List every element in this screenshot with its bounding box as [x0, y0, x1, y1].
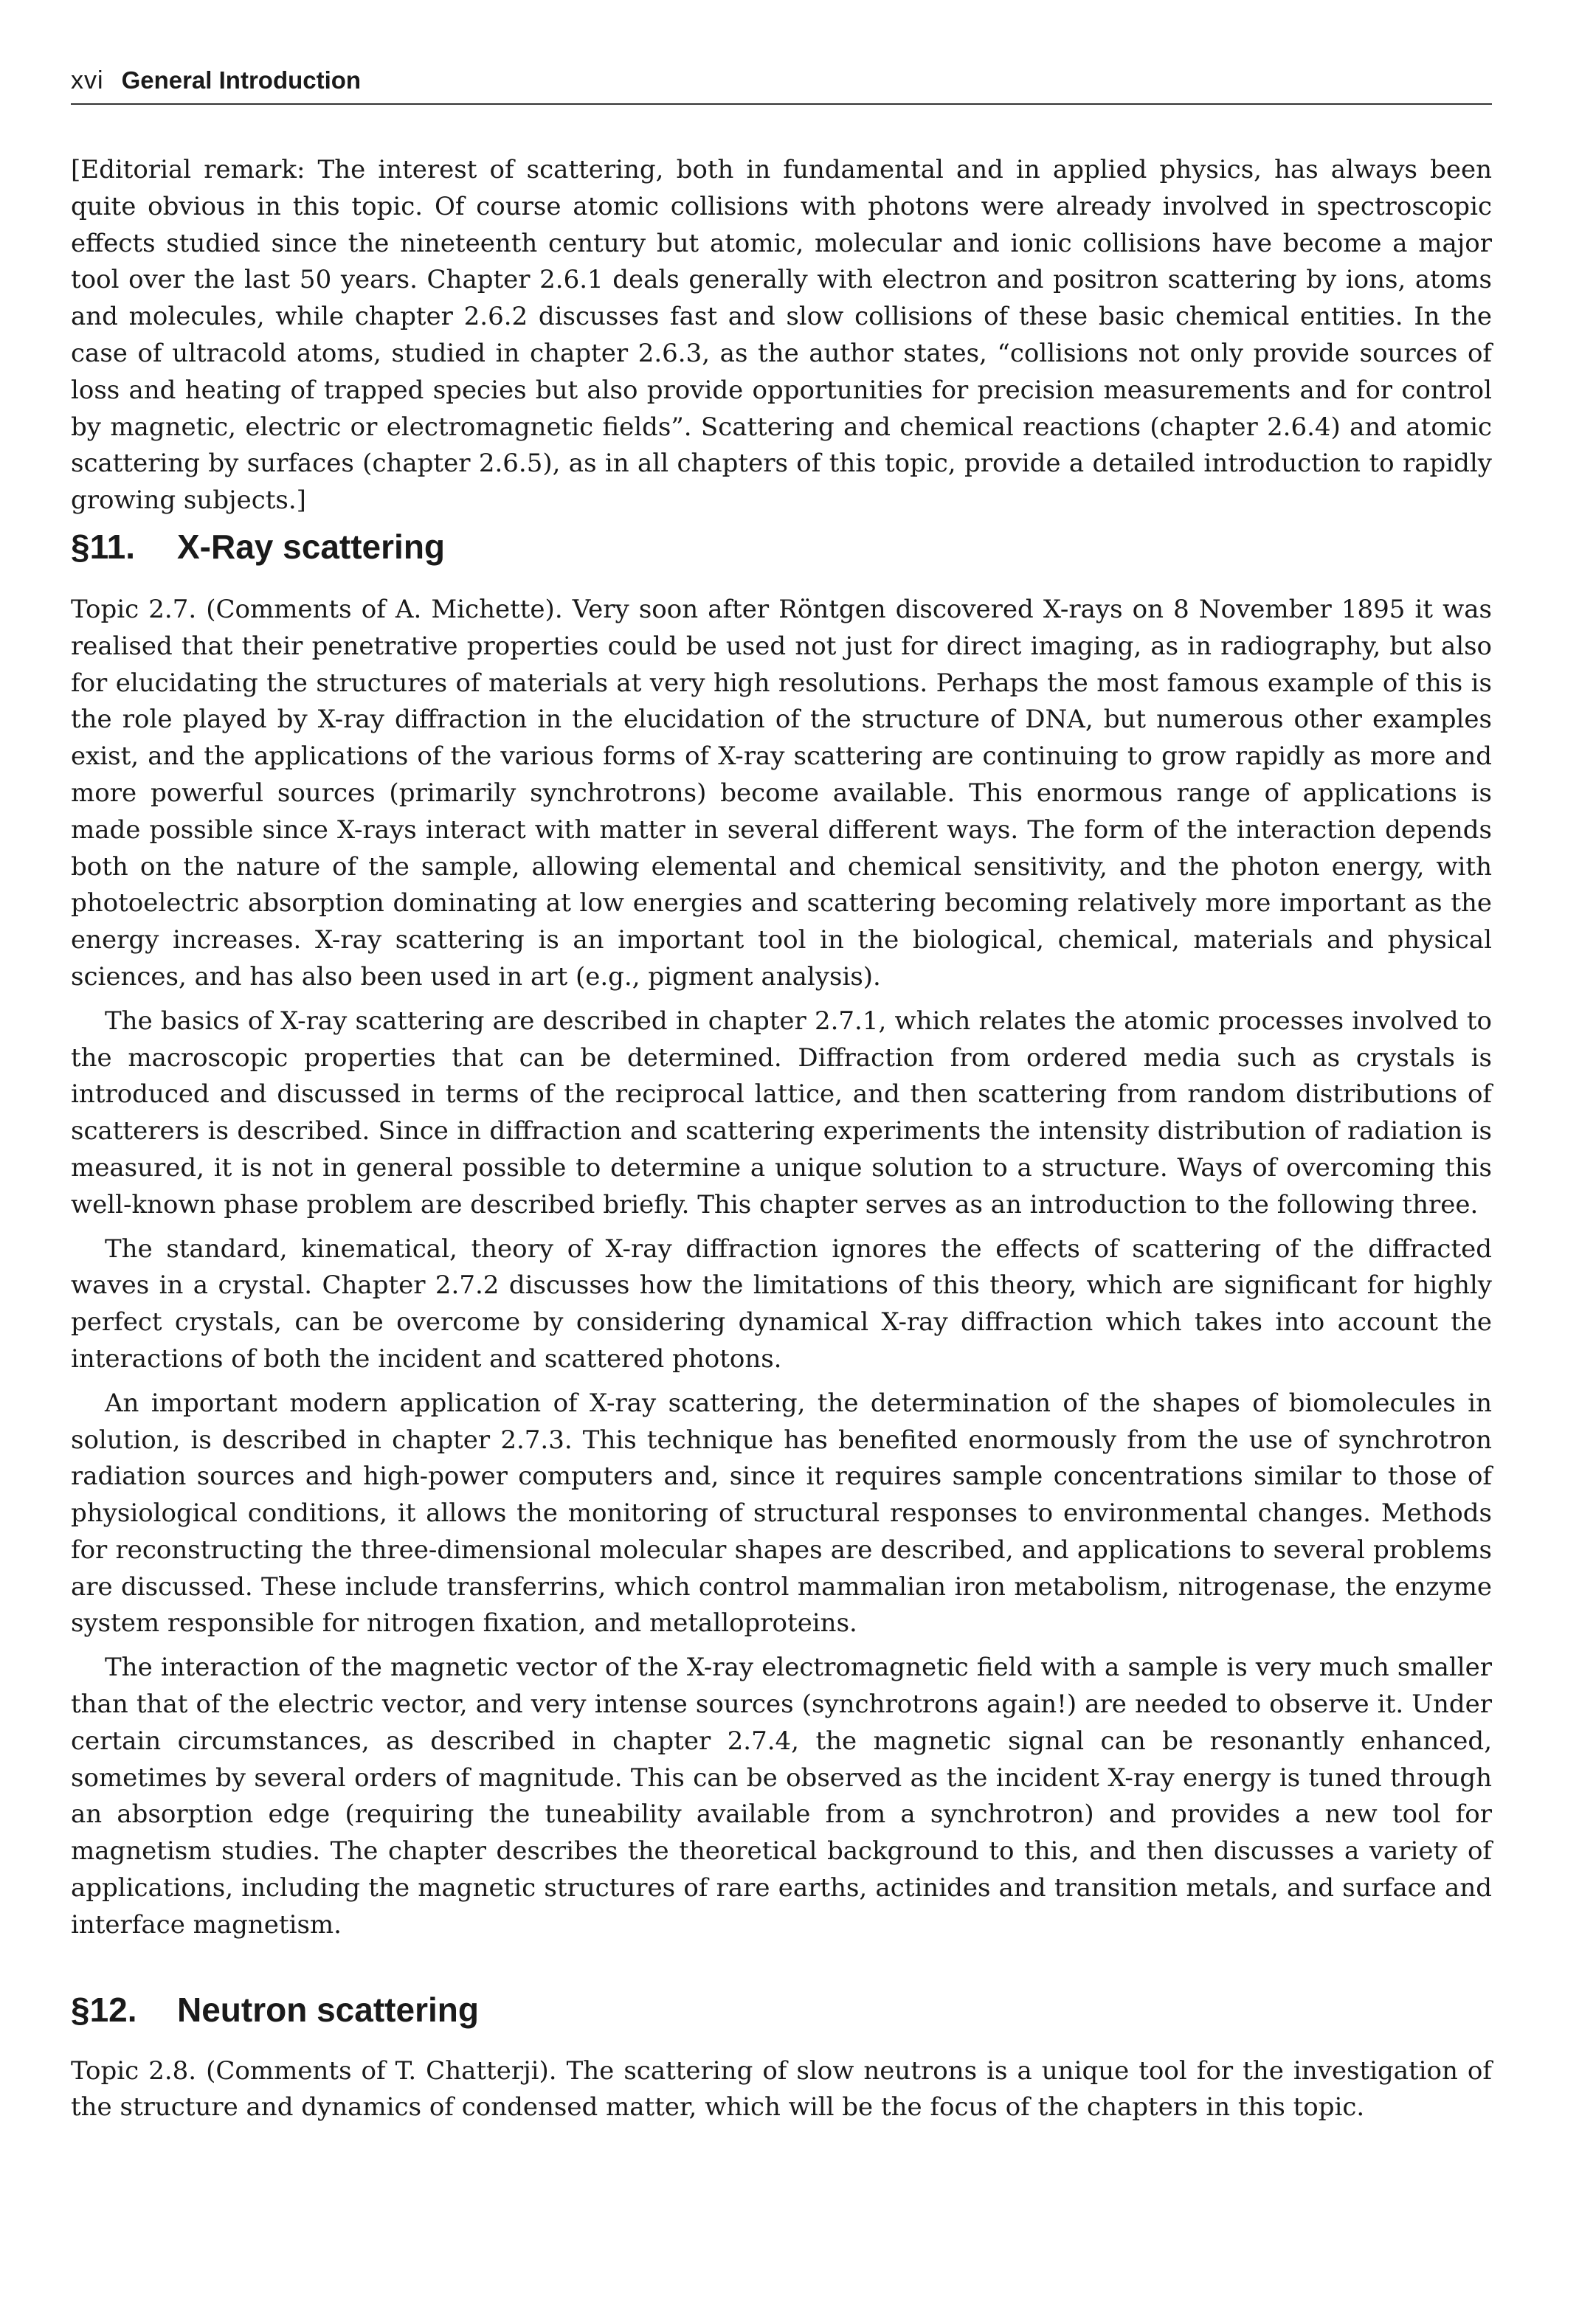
section-12-number: §12.: [71, 1990, 137, 2029]
x-ray-paragraph-4: An important modern application of X-ray scattering, the determination of the shapes of biomolecules in solution, is described in chapter 2.7.3. This technique has benefited enormously from the use of synchrotron radiation sources and high-power computers and, since it requires sample concentrations similar to those of physiological conditions, it allows the monitoring of structural responses to environmental changes. Methods for reconstructing the three-dimensional molecular shapes are described, and applications to several problems are discussed. These include transferrins, which control mammalian iron metabolism, nitrogenase, the enzyme system responsible for nitrogen fixation, and metalloproteins.: [71, 1388, 1492, 1639]
x-ray-paragraph-2: The basics of X-ray scattering are described in chapter 2.7.1, which relates the atomic processes involved to the macroscopic properties that can be determined. Diffraction from ordered media such as crystals is introduced and discussed in terms of the reciprocal lattice, and then scattering from random distributions of scatterers is described. Since in diffraction and scattering experiments the intensity distribution of radiation is measured, it is not in general possible to determine a unique solution to a structure. Ways of overcoming this well-known phase problem are described briefly. This chapter serves as an introduction to the following three.: [71, 1006, 1492, 1220]
section-11-title: X-Ray scattering: [177, 527, 446, 566]
section-12-heading: [71, 1990, 1492, 2030]
editorial-remark: [Editorial remark: The interest of scattering, both in fundamental and in applied physics, has always been quite obvious in this topic. Of course atomic collisions with photons were already involved in spectroscopic effects studied since the nineteenth century but atomic, molecular and ionic collisions have become a major tool over the last 50 years. Chapter 2.6.1 deals generally with electron and positron scattering by ions, atoms and molecules, while chapter 2.6.2 discusses fast and slow collisions of these basic chemical entities. In the case of ultracold atoms, studied in chapter 2.6.3, as the author states, “collisions not only provide sources of loss and heating of trapped species but also provide opportunities for precision measurements and for control by magnetic, electric or electromagnetic fields”. Scattering and chemical reactions (chapter 2.6.4) and atomic scattering by surfaces (chapter 2.6.5), as in all chapters of this topic, provide a detailed introduction to rapidly growing subjects.]: [71, 155, 1492, 516]
neutron-paragraph-1: Topic 2.8. (Comments of T. Chatterji). The scattering of slow neutrons is a unique tool for the investigation of the structure and dynamics of condensed matter, which will be the focus of the chapters in this topic.: [71, 2055, 1492, 2123]
document-page: [71, 66, 1492, 2126]
x-ray-paragraph-3: The standard, kinematical, theory of X-ray diffraction ignores the effects of scattering of the diffracted waves in a crystal. Chapter 2.7.2 discusses how the limitations of this theory, which are significant for highly perfect crystals, can be overcome by considering dynamical X-ray diffraction which takes into account the interactions of both the incident and scattered photons.: [71, 1234, 1492, 1374]
header-rule: [71, 103, 1492, 105]
running-header: [71, 66, 1492, 100]
x-ray-paragraph-1: Topic 2.7. (Comments of A. Michette). Very soon after Röntgen discovered X-rays on 8 November 1895 it was realised that their penetrative properties could be used not just for direct imaging, as in radiography, but also for elucidating the structures of materials at very high resolutions. Perhaps the most famous example of this is the role played by X-ray diffraction in the elucidation of the structure of DNA, but numerous other examples exist, and the applications of the various forms of X-ray scattering are continuing to grow rapidly as more and more powerful sources (primarily synchrotrons) become available. This enormous range of applications is made possible since X-rays interact with matter in several different ways. The form of the interaction depends both on the nature of the sample, allowing elemental and chemical sensitivity, and the photon energy, with photoelectric absorption dominating at low energies and scattering becoming relatively more important as the energy increases. X-ray scattering is an important tool in the biological, chemical, materials and physical sciences, and has also been used in art (e.g., pigment analysis).: [71, 594, 1492, 992]
x-ray-paragraph-5: The interaction of the magnetic vector of the X-ray electromagnetic field with a sample is very much smaller than that of the electric vector, and very intense sources (synchrotrons again!) are needed to observe it. Under certain circumstances, as described in chapter 2.7.4, the magnetic signal can be resonantly enhanced, sometimes by several orders of magnitude. This can be observed as the incident X-ray energy is tuned through an absorption edge (requiring the tuneability available from a synchrotron) and provides a new tool for magnetism studies. The chapter describes the theoretical background to this, and then discusses a variety of applications, including the magnetic structures of rare earths, actinides and transition metals, and surface and interface magnetism.: [71, 1653, 1492, 1940]
running-title: General Introduction: [121, 66, 362, 94]
page-number: xvi: [71, 66, 104, 94]
section-12-title: Neutron scattering: [177, 1990, 479, 2029]
section-11-number: §11.: [71, 527, 135, 566]
section-11-heading: [71, 527, 1492, 567]
